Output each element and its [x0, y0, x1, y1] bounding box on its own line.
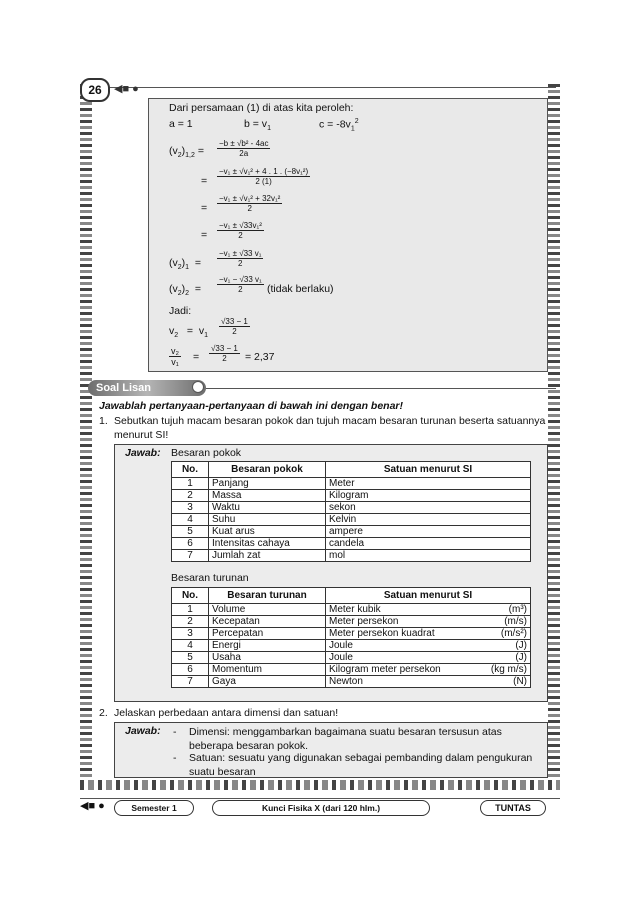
jawab-label: Jawab:: [125, 725, 161, 737]
col-header-satuan: Satuan menurut SI: [326, 588, 531, 604]
solution-intro: Dari persamaan (1) di atas kita peroleh:: [169, 102, 354, 114]
coef-b: $b = v_1$: [244, 118, 271, 133]
table-row: 4 Energi Joule (J): [172, 640, 531, 652]
col-header-besaran: Besaran turunan: [209, 588, 326, 604]
instruction: Jawablah pertanyaan-pertanyaan di bawah ini dengan benar!: [99, 400, 403, 412]
table-besaran-pokok: [171, 461, 531, 562]
table-row: 1 Panjang Meter: [172, 478, 531, 490]
turunan-title: Besaran turunan: [171, 572, 249, 584]
dash: -: [173, 726, 177, 738]
arrow-left-icon: ◀■ ●: [114, 83, 139, 95]
answer-box-1: [114, 444, 548, 702]
jadi-label: Jadi:: [169, 305, 192, 317]
header-rule: [108, 87, 556, 88]
footer-rule: [80, 798, 560, 799]
fraction-step-2: $\frac{\text{−v₁ ± √v₁² + 4 . 1 . (−8v₁²)}}{2 (1)}$: [219, 167, 309, 186]
fraction-root-2: $\frac{\text{−v₁ − √33 v₁}}{2}$: [219, 275, 262, 294]
fraction-root-1: $\frac{\text{−v₁ ± √33 v₁}}{2}$: [219, 249, 262, 268]
table-row: 7 Gaya Newton (N): [172, 676, 531, 688]
col-header-besaran: Besaran pokok: [209, 462, 326, 478]
footer-book-title: Kunci Fisika X (dari 120 hlm.): [212, 800, 430, 816]
not-valid-note: (tidak berlaku): [267, 283, 334, 295]
solution-box: [148, 98, 548, 372]
table-row: 6 Intensitas cahaya candela: [172, 538, 531, 550]
equals-sign: =: [193, 351, 200, 363]
table-row: 2 Massa Kilogram: [172, 490, 531, 502]
answer-box-2: [114, 722, 548, 778]
table-row: 6 Momentum Kilogram meter persekon (kg m/s): [172, 664, 531, 676]
footer: [80, 798, 560, 816]
fraction-ratio: $\frac{\text{v₂}}{\text{v₁}}$: [171, 346, 179, 367]
jawab-label: Jawab:: [125, 447, 161, 459]
answer-item-dimensi: Dimensi: menggambarkan bagaimana suatu besaran tersusun atas beberapa besaran pokok.: [189, 726, 502, 752]
result-value: = 2,37: [245, 351, 275, 363]
footer-tuntas: TUNTAS: [480, 800, 546, 816]
equals-sign: =: [201, 229, 208, 241]
question-1-text: Sebutkan tujuh macam besaran pokok dan tujuh macam besaran turunan beserta satuannya menurut SI!: [114, 415, 546, 441]
footer-semester: Semester 1: [114, 800, 194, 816]
arrow-left-icon: ◀■ ●: [80, 800, 105, 812]
equals-sign: =: [201, 202, 208, 214]
table-row: 4 Suhu Kelvin: [172, 514, 531, 526]
lhs-v2-2: $(v_2)_2$ =: [169, 283, 202, 298]
lhs-v2-12: $(v_2)_{1,2}$ =: [169, 145, 204, 160]
col-header-no: No.: [172, 462, 209, 478]
table-row: 3 Waktu sekon: [172, 502, 531, 514]
coef-c: $c = -8v_1^2$: [319, 118, 359, 133]
circle-icon: [192, 381, 204, 393]
equals-sign: =: [201, 175, 208, 187]
pokok-title: Besaran pokok: [171, 447, 242, 459]
section-badge: Soal Lisan: [88, 380, 206, 396]
v2-eq-v1: $v_2$ = $v_1$: [169, 325, 209, 340]
question-2-number: 2.: [99, 707, 108, 719]
table-row: 2 Kecepatan Meter persekon (m/s): [172, 616, 531, 628]
col-header-satuan: Satuan menurut SI: [326, 462, 531, 478]
lhs-v2-1: $(v_2)_1$ =: [169, 257, 202, 272]
decorative-border-bottom: [80, 780, 560, 790]
fraction-final: $\frac{√33 - 1}{2}$: [221, 317, 248, 336]
question-1-number: 1.: [99, 415, 108, 427]
fraction-ratio-value: $\frac{√33 - 1}{2}$: [211, 344, 238, 363]
answer-item-satuan: Satuan: sesuatu yang digunakan sebagai pembanding dalam pengukuran suatu besaran: [189, 752, 533, 778]
table-row: 3 Percepatan Meter persekon kuadrat (m/s²): [172, 628, 531, 640]
fraction-step-4: $\frac{\text{−v₁ ± √33v₁²}}{2}$: [219, 221, 262, 240]
table-row: 5 Usaha Joule (J): [172, 652, 531, 664]
section-rule: [206, 388, 556, 389]
decorative-border-left: [80, 84, 92, 784]
page-number: 26: [80, 78, 110, 102]
coef-a: a = 1: [169, 118, 193, 130]
dash: -: [173, 752, 177, 764]
col-header-no: No.: [172, 588, 209, 604]
table-row: 1 Volume Meter kubik (m³): [172, 604, 531, 616]
table-row: 7 Jumlah zat mol: [172, 550, 531, 562]
table-row: 5 Kuat arus ampere: [172, 526, 531, 538]
table-besaran-turunan: [171, 587, 531, 688]
fraction-quadratic-formula: $\frac{\text{−b ± √b² - 4ac}}{2a}$: [219, 139, 269, 158]
fraction-step-3: $\frac{\text{−v₁ ± √v₁² + 32v₁²}}{2}$: [219, 194, 281, 213]
question-2-text: Jelaskan perbedaan antara dimensi dan satuan!: [114, 707, 339, 719]
